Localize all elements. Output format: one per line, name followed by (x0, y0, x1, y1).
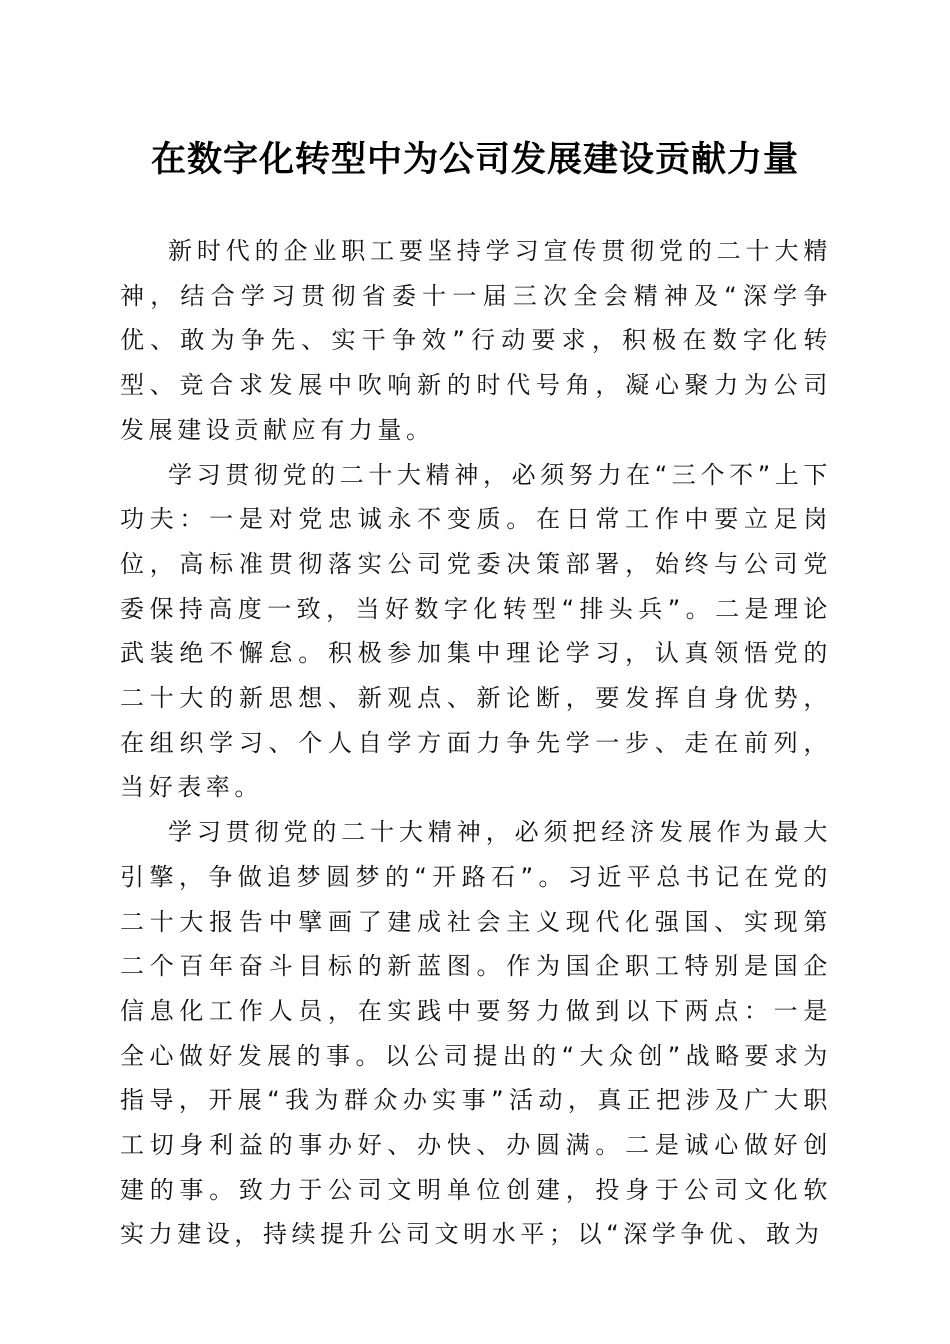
document-title: 在数字化转型中为公司发展建设贡献力量 (150, 139, 799, 180)
paragraph-3: 学习贯彻党的二十大精神，必须把经济发展作为最大引擎，争做追梦圆梦的“开路石”。习近平总书记在党的二十大报告中擘画了建成社会主义现代化强国、实现第二个百年奋斗目标的新蓝图。作为国企职工特别是国企信息化工作人员，在实践中要努力做到以下两点：一是全心做好发展的事。以公司提出的“大众创”战略要求为指导，开展“我为群众办实事”活动，真正把涉及广大职工切身利益的事办好、办快、办圆满。二是诚心做好创建的事。致力于公司文明单位创建，投身于公司文化软实力建设，持续提升公司文明水平；以“深学争优、敢为 (120, 818, 832, 1249)
paragraph-1: 新时代的企业职工要坚持学习宣传贯彻党的二十大精神，结合学习贯彻省委十一届三次全会精神及“深学争优、敢为争先、实干争效”行动要求，积极在数字化转型、竞合求发展中吹响新的时代号角，凝心聚力为公司发展建设贡献应有力量。 (120, 237, 832, 444)
paragraph-2: 学习贯彻党的二十大精神，必须努力在“三个不”上下功夫：一是对党忠诚永不变质。在日常工作中要立足岗位，高标准贯彻落实公司党委决策部署，始终与公司党委保持高度一致，当好数字化转型“排头兵”。二是理论武装绝不懈怠。积极参加集中理论学习，认真领悟党的二十大的新思想、新观点、新论断，要发挥自身优势，在组织学习、个人自学方面力争先学一步、走在前列，当好表率。 (120, 460, 832, 802)
document-body (120, 229, 832, 1257)
